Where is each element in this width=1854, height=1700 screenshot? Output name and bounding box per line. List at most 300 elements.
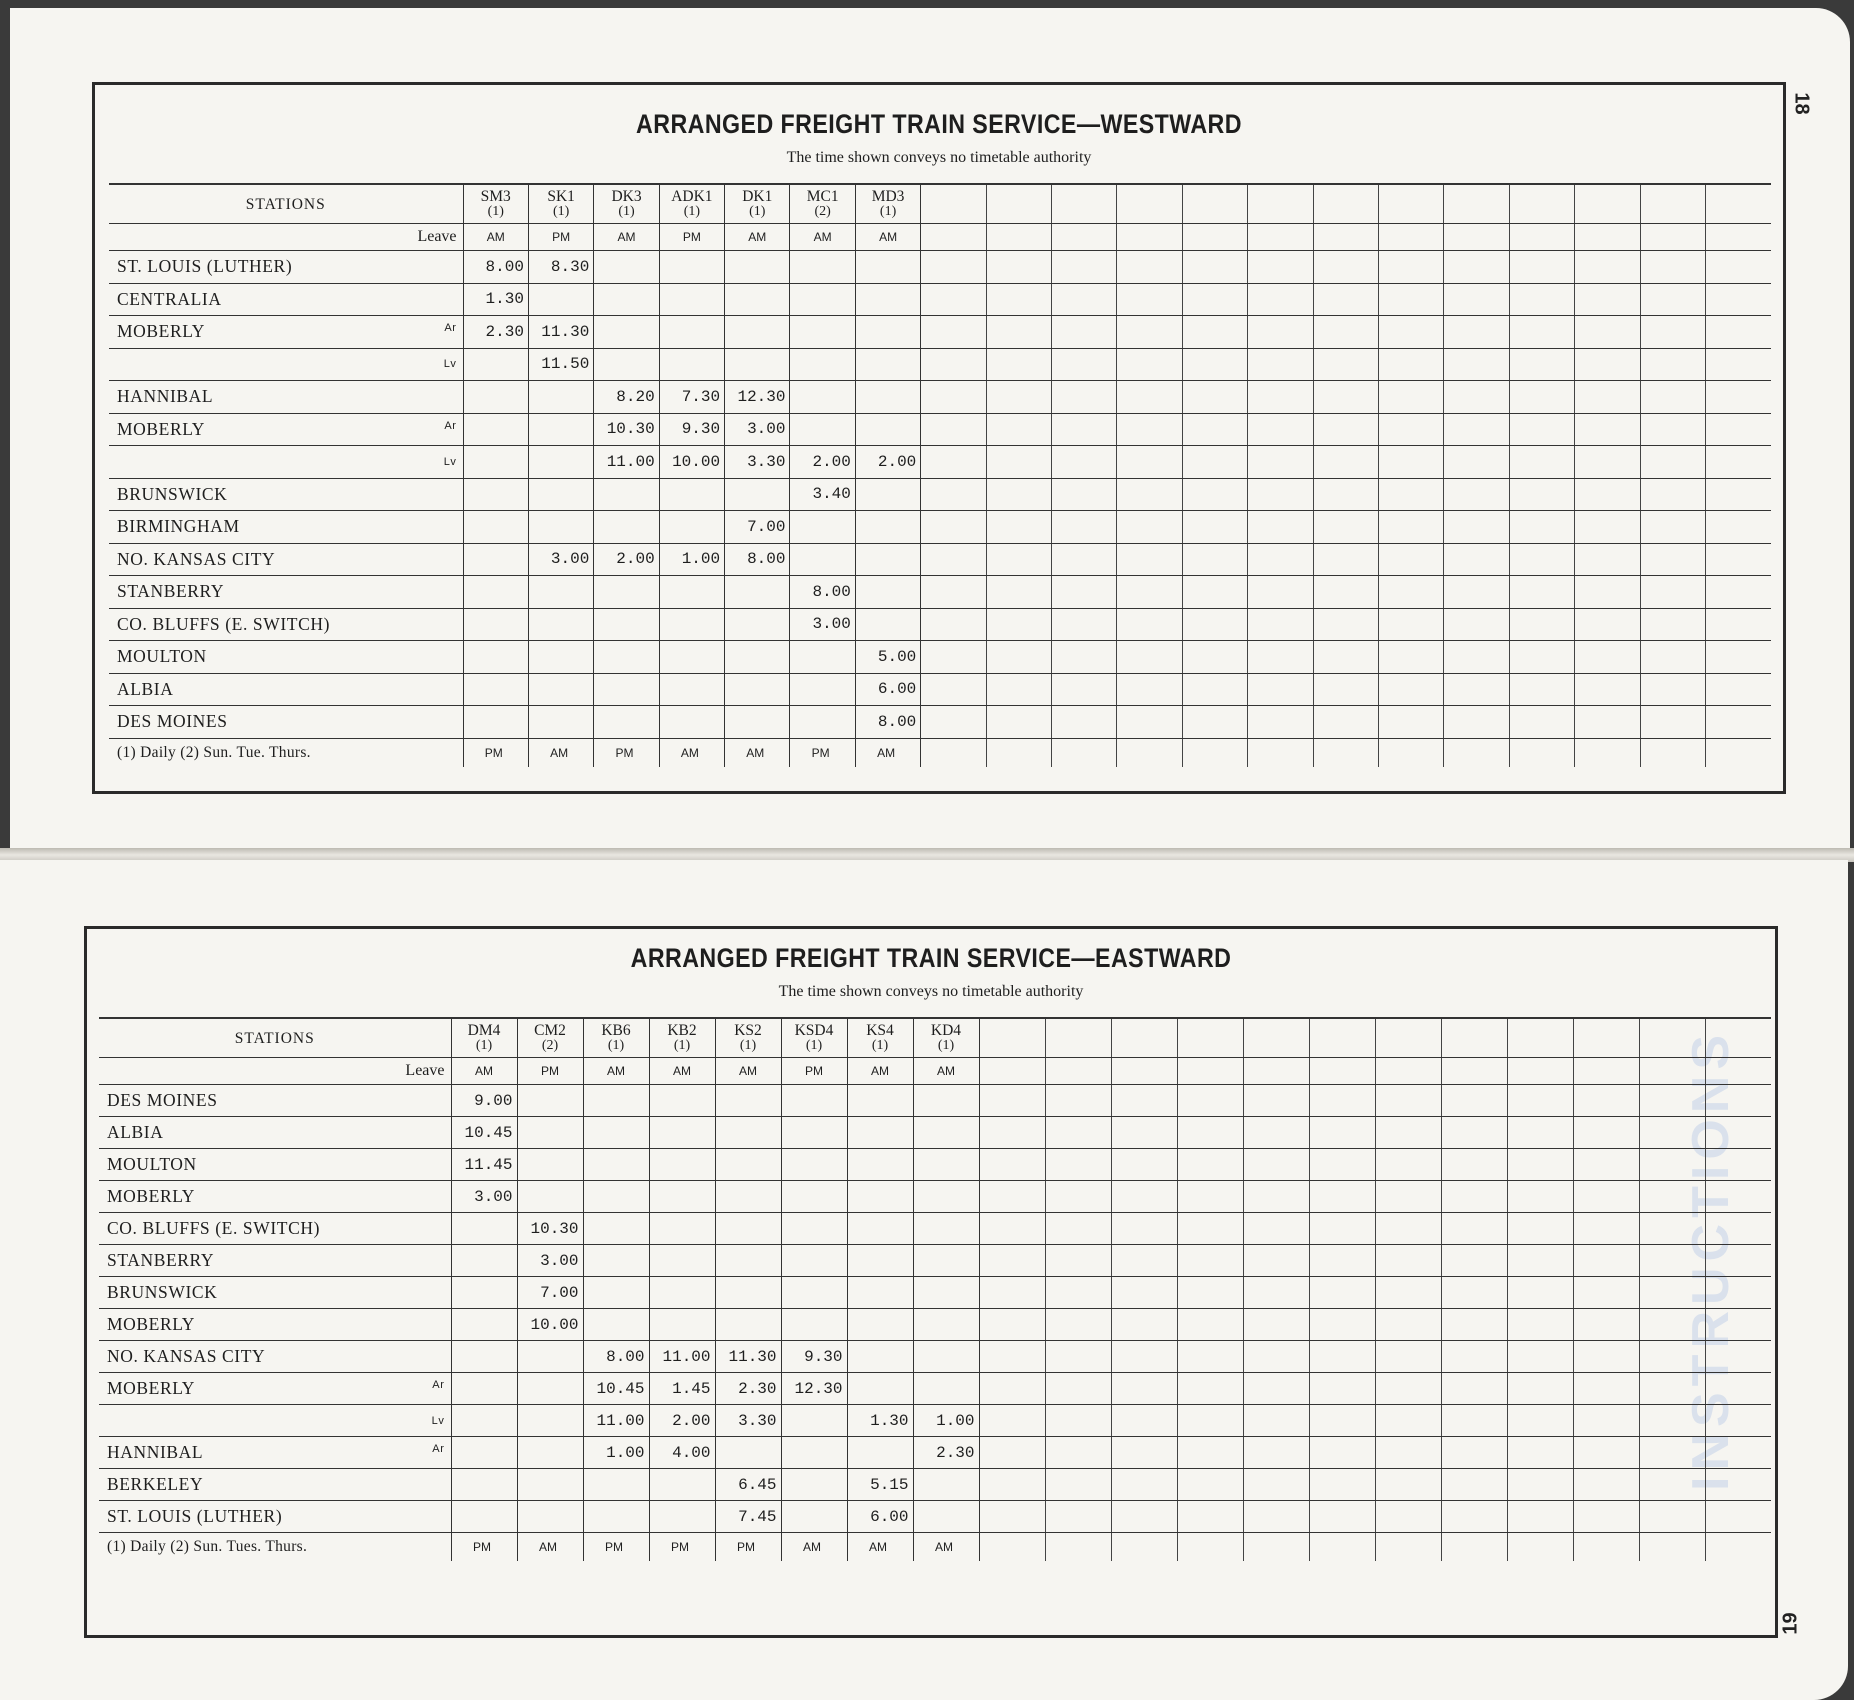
time-cell <box>855 478 920 511</box>
station-cell <box>109 446 463 479</box>
train-header <box>659 184 724 224</box>
blank-cell <box>1177 1085 1243 1117</box>
blank-cell <box>986 413 1051 446</box>
blank-cell <box>1117 706 1182 739</box>
blank-cell <box>1045 1213 1111 1245</box>
blank-cell <box>1705 706 1771 739</box>
time-cell: 7.00 <box>725 511 790 544</box>
arrive-ampm: AM <box>855 738 920 767</box>
time-cell: 3.00 <box>517 1245 583 1277</box>
time-cell: 5.00 <box>855 641 920 674</box>
blank-cell <box>1052 608 1117 641</box>
time-cell <box>659 576 724 609</box>
train-frequency-note: (1) <box>805 1038 823 1053</box>
station-cell <box>99 1245 451 1277</box>
blank-cell <box>1052 511 1117 544</box>
arrive-ampm: PM <box>649 1533 715 1562</box>
blank-cell <box>979 1501 1045 1533</box>
station-name: ALBIA <box>107 1122 164 1142</box>
blank-cell <box>1379 348 1444 381</box>
station-name: BRUNSWICK <box>117 483 228 504</box>
blank-cell <box>1509 511 1574 544</box>
train-header <box>528 184 593 224</box>
blank-cell <box>1444 446 1509 479</box>
blank-cell <box>1111 1373 1177 1405</box>
blank-cell <box>986 576 1051 609</box>
time-cell: 12.30 <box>781 1373 847 1405</box>
blank-cell <box>1117 224 1182 251</box>
blank-cell <box>1375 1213 1441 1245</box>
station-name: STANBERRY <box>107 1250 215 1270</box>
blank-cell <box>1705 381 1771 414</box>
blank-column-header <box>1639 1018 1705 1058</box>
eastward-title: ARRANGED FREIGHT TRAIN SERVICE—EASTWARD <box>630 943 1232 973</box>
time-cell: 10.00 <box>517 1309 583 1341</box>
blank-cell <box>1309 1085 1375 1117</box>
station-cell <box>99 1309 451 1341</box>
time-cell <box>463 706 528 739</box>
time-cell: 6.45 <box>715 1469 781 1501</box>
timetable-row <box>99 1373 1771 1405</box>
time-cell: 2.30 <box>913 1437 979 1469</box>
blank-cell <box>1640 673 1705 706</box>
blank-cell <box>1575 706 1640 739</box>
station-name: STANBERRY <box>117 581 225 602</box>
blank-cell <box>1640 738 1705 767</box>
blank-cell <box>1507 1501 1573 1533</box>
time-cell <box>594 706 659 739</box>
blank-cell <box>1248 283 1313 316</box>
arrive-ampm: AM <box>847 1533 913 1562</box>
blank-cell <box>921 316 986 349</box>
time-cell <box>528 706 593 739</box>
station-cell <box>109 251 463 284</box>
blank-cell <box>1639 1341 1705 1373</box>
blank-cell <box>1575 283 1640 316</box>
blank-cell <box>1045 1085 1111 1117</box>
time-cell <box>781 1309 847 1341</box>
blank-cell <box>1052 673 1117 706</box>
station-cell <box>109 283 463 316</box>
time-cell <box>855 608 920 641</box>
blank-cell <box>1509 706 1574 739</box>
time-cell <box>451 1213 517 1245</box>
blank-cell <box>1248 316 1313 349</box>
blank-cell <box>1640 316 1705 349</box>
blank-cell <box>979 1533 1045 1562</box>
blank-cell <box>1177 1277 1243 1309</box>
blank-cell <box>1441 1309 1507 1341</box>
blank-cell <box>1309 1181 1375 1213</box>
time-cell: 9.30 <box>781 1341 847 1373</box>
blank-cell <box>1509 224 1574 251</box>
arrive-ampm: AM <box>725 738 790 767</box>
time-cell <box>583 1213 649 1245</box>
time-cell <box>528 511 593 544</box>
time-cell <box>583 1469 649 1501</box>
blank-cell <box>921 224 986 251</box>
train-frequency-note: (1) <box>618 204 635 219</box>
time-cell <box>725 706 790 739</box>
time-cell <box>594 316 659 349</box>
blank-cell <box>1705 543 1771 576</box>
blank-cell <box>1243 1405 1309 1437</box>
blank-cell <box>1441 1117 1507 1149</box>
blank-cell <box>1309 1149 1375 1181</box>
time-cell <box>790 706 855 739</box>
blank-cell <box>1444 348 1509 381</box>
time-cell <box>781 1085 847 1117</box>
blank-cell <box>1111 1085 1177 1117</box>
blank-cell <box>1509 576 1574 609</box>
arrive-leave-mark: Ar <box>432 1379 445 1391</box>
blank-cell <box>1177 1058 1243 1085</box>
blank-cell <box>1052 543 1117 576</box>
time-cell <box>913 1213 979 1245</box>
time-cell: 2.00 <box>790 446 855 479</box>
blank-cell <box>1309 1213 1375 1245</box>
time-cell: 2.30 <box>463 316 528 349</box>
blank-cell <box>1045 1405 1111 1437</box>
stations-header: STATIONS <box>109 184 463 224</box>
time-cell: 10.00 <box>659 446 724 479</box>
blank-cell <box>1375 1085 1441 1117</box>
blank-cell <box>1573 1405 1639 1437</box>
blank-cell <box>1444 478 1509 511</box>
time-cell <box>528 478 593 511</box>
blank-cell <box>1640 446 1705 479</box>
blank-cell <box>1509 381 1574 414</box>
blank-cell <box>1243 1533 1309 1562</box>
blank-cell <box>1111 1213 1177 1245</box>
blank-column-header <box>1444 184 1509 224</box>
blank-cell <box>1052 446 1117 479</box>
time-cell <box>725 608 790 641</box>
time-cell: 3.00 <box>451 1181 517 1213</box>
blank-cell <box>921 511 986 544</box>
time-cell <box>528 446 593 479</box>
blank-cell <box>1507 1181 1573 1213</box>
train-header <box>583 1018 649 1058</box>
blank-cell <box>1507 1058 1573 1085</box>
blank-cell <box>1375 1341 1441 1373</box>
blank-cell <box>1573 1058 1639 1085</box>
time-cell: 3.00 <box>790 608 855 641</box>
time-cell: 8.20 <box>594 381 659 414</box>
blank-cell <box>1313 446 1378 479</box>
blank-cell <box>986 224 1051 251</box>
time-cell <box>913 1245 979 1277</box>
time-cell <box>790 283 855 316</box>
station-name: ST. LOUIS (LUTHER) <box>117 256 293 277</box>
blank-cell <box>1309 1501 1375 1533</box>
blank-cell <box>1375 1245 1441 1277</box>
blank-column-header <box>1248 184 1313 224</box>
train-id: KB2 <box>667 1022 697 1039</box>
time-cell: 1.00 <box>659 543 724 576</box>
train-frequency-note: (1) <box>475 1038 493 1053</box>
time-cell <box>649 1181 715 1213</box>
time-cell <box>781 1213 847 1245</box>
station-cell <box>109 316 463 349</box>
leave-ampm: AM <box>649 1058 715 1085</box>
station-cell <box>99 1149 451 1181</box>
blank-column-header <box>1705 1018 1771 1058</box>
station-cell <box>109 511 463 544</box>
blank-cell <box>1444 413 1509 446</box>
blank-cell <box>1045 1437 1111 1469</box>
blank-cell <box>1117 478 1182 511</box>
blank-cell <box>1705 283 1771 316</box>
timetable-row <box>109 381 1771 414</box>
blank-cell <box>1052 224 1117 251</box>
blank-cell <box>1243 1501 1309 1533</box>
blank-cell <box>921 706 986 739</box>
blank-cell <box>1045 1181 1111 1213</box>
train-frequency-note: (1) <box>552 204 570 219</box>
blank-cell <box>1705 1117 1771 1149</box>
blank-cell <box>1177 1117 1243 1149</box>
time-cell: 10.30 <box>517 1213 583 1245</box>
blank-cell <box>1575 608 1640 641</box>
blank-cell <box>1182 543 1247 576</box>
time-cell <box>463 673 528 706</box>
blank-cell <box>1573 1533 1639 1562</box>
leave-ampm: AM <box>913 1058 979 1085</box>
blank-cell <box>1117 316 1182 349</box>
time-cell <box>649 1469 715 1501</box>
train-frequency-note: (1) <box>749 204 766 219</box>
blank-cell <box>1705 316 1771 349</box>
blank-cell <box>1379 706 1444 739</box>
time-cell: 2.00 <box>649 1405 715 1437</box>
blank-cell <box>1117 738 1182 767</box>
blank-cell <box>1705 1501 1771 1533</box>
time-cell <box>847 1245 913 1277</box>
blank-cell <box>1117 413 1182 446</box>
time-cell: 3.00 <box>725 413 790 446</box>
blank-cell <box>1640 283 1705 316</box>
blank-cell <box>1313 608 1378 641</box>
time-cell <box>451 1501 517 1533</box>
time-cell <box>517 1469 583 1501</box>
time-cell <box>781 1469 847 1501</box>
blank-column-header <box>1111 1018 1177 1058</box>
time-cell <box>725 316 790 349</box>
blank-cell <box>1375 1181 1441 1213</box>
blank-cell <box>1509 738 1574 767</box>
time-cell <box>913 1309 979 1341</box>
blank-cell <box>1045 1341 1111 1373</box>
blank-cell <box>1111 1469 1177 1501</box>
time-cell <box>715 1245 781 1277</box>
time-cell <box>583 1181 649 1213</box>
blank-cell <box>1117 283 1182 316</box>
blank-cell <box>1509 641 1574 674</box>
blank-cell <box>1177 1309 1243 1341</box>
arrive-ampm: AM <box>781 1533 847 1562</box>
blank-cell <box>1052 251 1117 284</box>
blank-cell <box>1052 413 1117 446</box>
blank-cell <box>1375 1533 1441 1562</box>
blank-cell <box>1313 413 1378 446</box>
time-cell <box>725 673 790 706</box>
blank-cell <box>1573 1245 1639 1277</box>
blank-cell <box>1575 641 1640 674</box>
time-cell: 10.45 <box>583 1373 649 1405</box>
station-name: ST. LOUIS (LUTHER) <box>107 1506 283 1526</box>
time-cell <box>463 511 528 544</box>
time-cell <box>451 1245 517 1277</box>
time-cell <box>847 1277 913 1309</box>
station-name: CO. BLUFFS (E. SWITCH) <box>107 1218 321 1238</box>
blank-cell <box>1243 1181 1309 1213</box>
blank-cell <box>1117 576 1182 609</box>
time-cell: 11.30 <box>528 316 593 349</box>
blank-cell <box>1640 511 1705 544</box>
blank-cell <box>1045 1149 1111 1181</box>
time-cell <box>594 478 659 511</box>
time-cell: 11.45 <box>451 1149 517 1181</box>
station-cell <box>99 1469 451 1501</box>
blank-column-header <box>979 1018 1045 1058</box>
time-cell <box>847 1149 913 1181</box>
blank-cell <box>1441 1245 1507 1277</box>
blank-cell <box>1182 283 1247 316</box>
time-cell <box>781 1181 847 1213</box>
leave-ampm: PM <box>528 224 593 251</box>
train-frequency-note: (1) <box>673 1038 691 1053</box>
station-name: DES MOINES <box>107 1090 218 1110</box>
train-frequency-note: (1) <box>607 1038 625 1053</box>
blank-cell <box>1705 738 1771 767</box>
blank-cell <box>1441 1341 1507 1373</box>
blank-cell <box>1575 316 1640 349</box>
blank-cell <box>1573 1277 1639 1309</box>
blank-cell <box>979 1245 1045 1277</box>
station-cell <box>99 1277 451 1309</box>
blank-cell <box>986 738 1051 767</box>
blank-cell <box>1111 1181 1177 1213</box>
time-cell <box>649 1277 715 1309</box>
blank-cell <box>979 1085 1045 1117</box>
time-cell <box>715 1181 781 1213</box>
blank-cell <box>1573 1469 1639 1501</box>
time-cell <box>517 1341 583 1373</box>
blank-cell <box>1111 1405 1177 1437</box>
blank-cell <box>1052 381 1117 414</box>
time-cell <box>451 1373 517 1405</box>
blank-cell <box>1705 1469 1771 1501</box>
time-cell <box>583 1245 649 1277</box>
time-cell <box>517 1117 583 1149</box>
time-cell: 1.30 <box>847 1405 913 1437</box>
blank-cell <box>1507 1373 1573 1405</box>
blank-cell <box>1705 1373 1771 1405</box>
blank-cell <box>1313 251 1378 284</box>
station-name: MOBERLY <box>117 418 206 439</box>
blank-cell <box>1444 576 1509 609</box>
station-cell <box>109 706 463 739</box>
train-header <box>913 1018 979 1058</box>
blank-cell <box>1575 381 1640 414</box>
blank-cell <box>1248 251 1313 284</box>
blank-cell <box>1313 576 1378 609</box>
blank-cell <box>1182 706 1247 739</box>
time-cell <box>715 1149 781 1181</box>
blank-cell <box>1640 224 1705 251</box>
time-cell <box>463 413 528 446</box>
blank-cell <box>1379 478 1444 511</box>
blank-cell <box>1640 348 1705 381</box>
leave-ampm: AM <box>463 224 528 251</box>
blank-cell <box>1182 608 1247 641</box>
time-cell <box>594 608 659 641</box>
footnote: (1) Daily (2) Sun. Tue. Thurs. <box>109 738 463 767</box>
blank-cell <box>1507 1405 1573 1437</box>
blank-cell <box>979 1213 1045 1245</box>
blank-cell <box>1507 1213 1573 1245</box>
time-cell <box>594 348 659 381</box>
time-cell <box>659 251 724 284</box>
blank-cell <box>1177 1373 1243 1405</box>
time-cell: 8.00 <box>855 706 920 739</box>
time-cell <box>451 1277 517 1309</box>
blank-cell <box>1313 283 1378 316</box>
leave-label: Leave <box>109 224 463 251</box>
arrive-ampm: PM <box>583 1533 649 1562</box>
blank-cell <box>1117 511 1182 544</box>
blank-column-header <box>1375 1018 1441 1058</box>
time-cell: 1.00 <box>583 1437 649 1469</box>
blank-cell <box>1117 543 1182 576</box>
time-cell <box>463 576 528 609</box>
train-id: KB6 <box>601 1022 631 1039</box>
time-cell <box>649 1245 715 1277</box>
time-cell: 1.30 <box>463 283 528 316</box>
time-cell <box>913 1469 979 1501</box>
timetable-row <box>109 316 1771 349</box>
blank-cell <box>1182 381 1247 414</box>
time-cell <box>847 1213 913 1245</box>
time-cell <box>451 1469 517 1501</box>
time-cell <box>847 1309 913 1341</box>
blank-cell <box>1379 283 1444 316</box>
station-name: BERKELEY <box>107 1474 204 1494</box>
timetable-row <box>99 1085 1771 1117</box>
blank-cell <box>1182 348 1247 381</box>
time-cell <box>715 1085 781 1117</box>
time-cell <box>725 478 790 511</box>
blank-cell <box>1045 1373 1111 1405</box>
leave-ampm: AM <box>451 1058 517 1085</box>
blank-cell <box>1507 1469 1573 1501</box>
station-cell <box>99 1437 451 1469</box>
timetable-row <box>99 1341 1771 1373</box>
blank-cell <box>986 543 1051 576</box>
blank-cell <box>1375 1117 1441 1149</box>
time-cell <box>913 1181 979 1213</box>
blank-cell <box>1177 1533 1243 1562</box>
blank-cell <box>1052 576 1117 609</box>
time-cell <box>781 1405 847 1437</box>
blank-cell <box>1640 576 1705 609</box>
time-cell <box>463 641 528 674</box>
blank-cell <box>1111 1149 1177 1181</box>
time-cell: 8.00 <box>463 251 528 284</box>
blank-cell <box>1117 381 1182 414</box>
station-cell <box>109 348 463 381</box>
